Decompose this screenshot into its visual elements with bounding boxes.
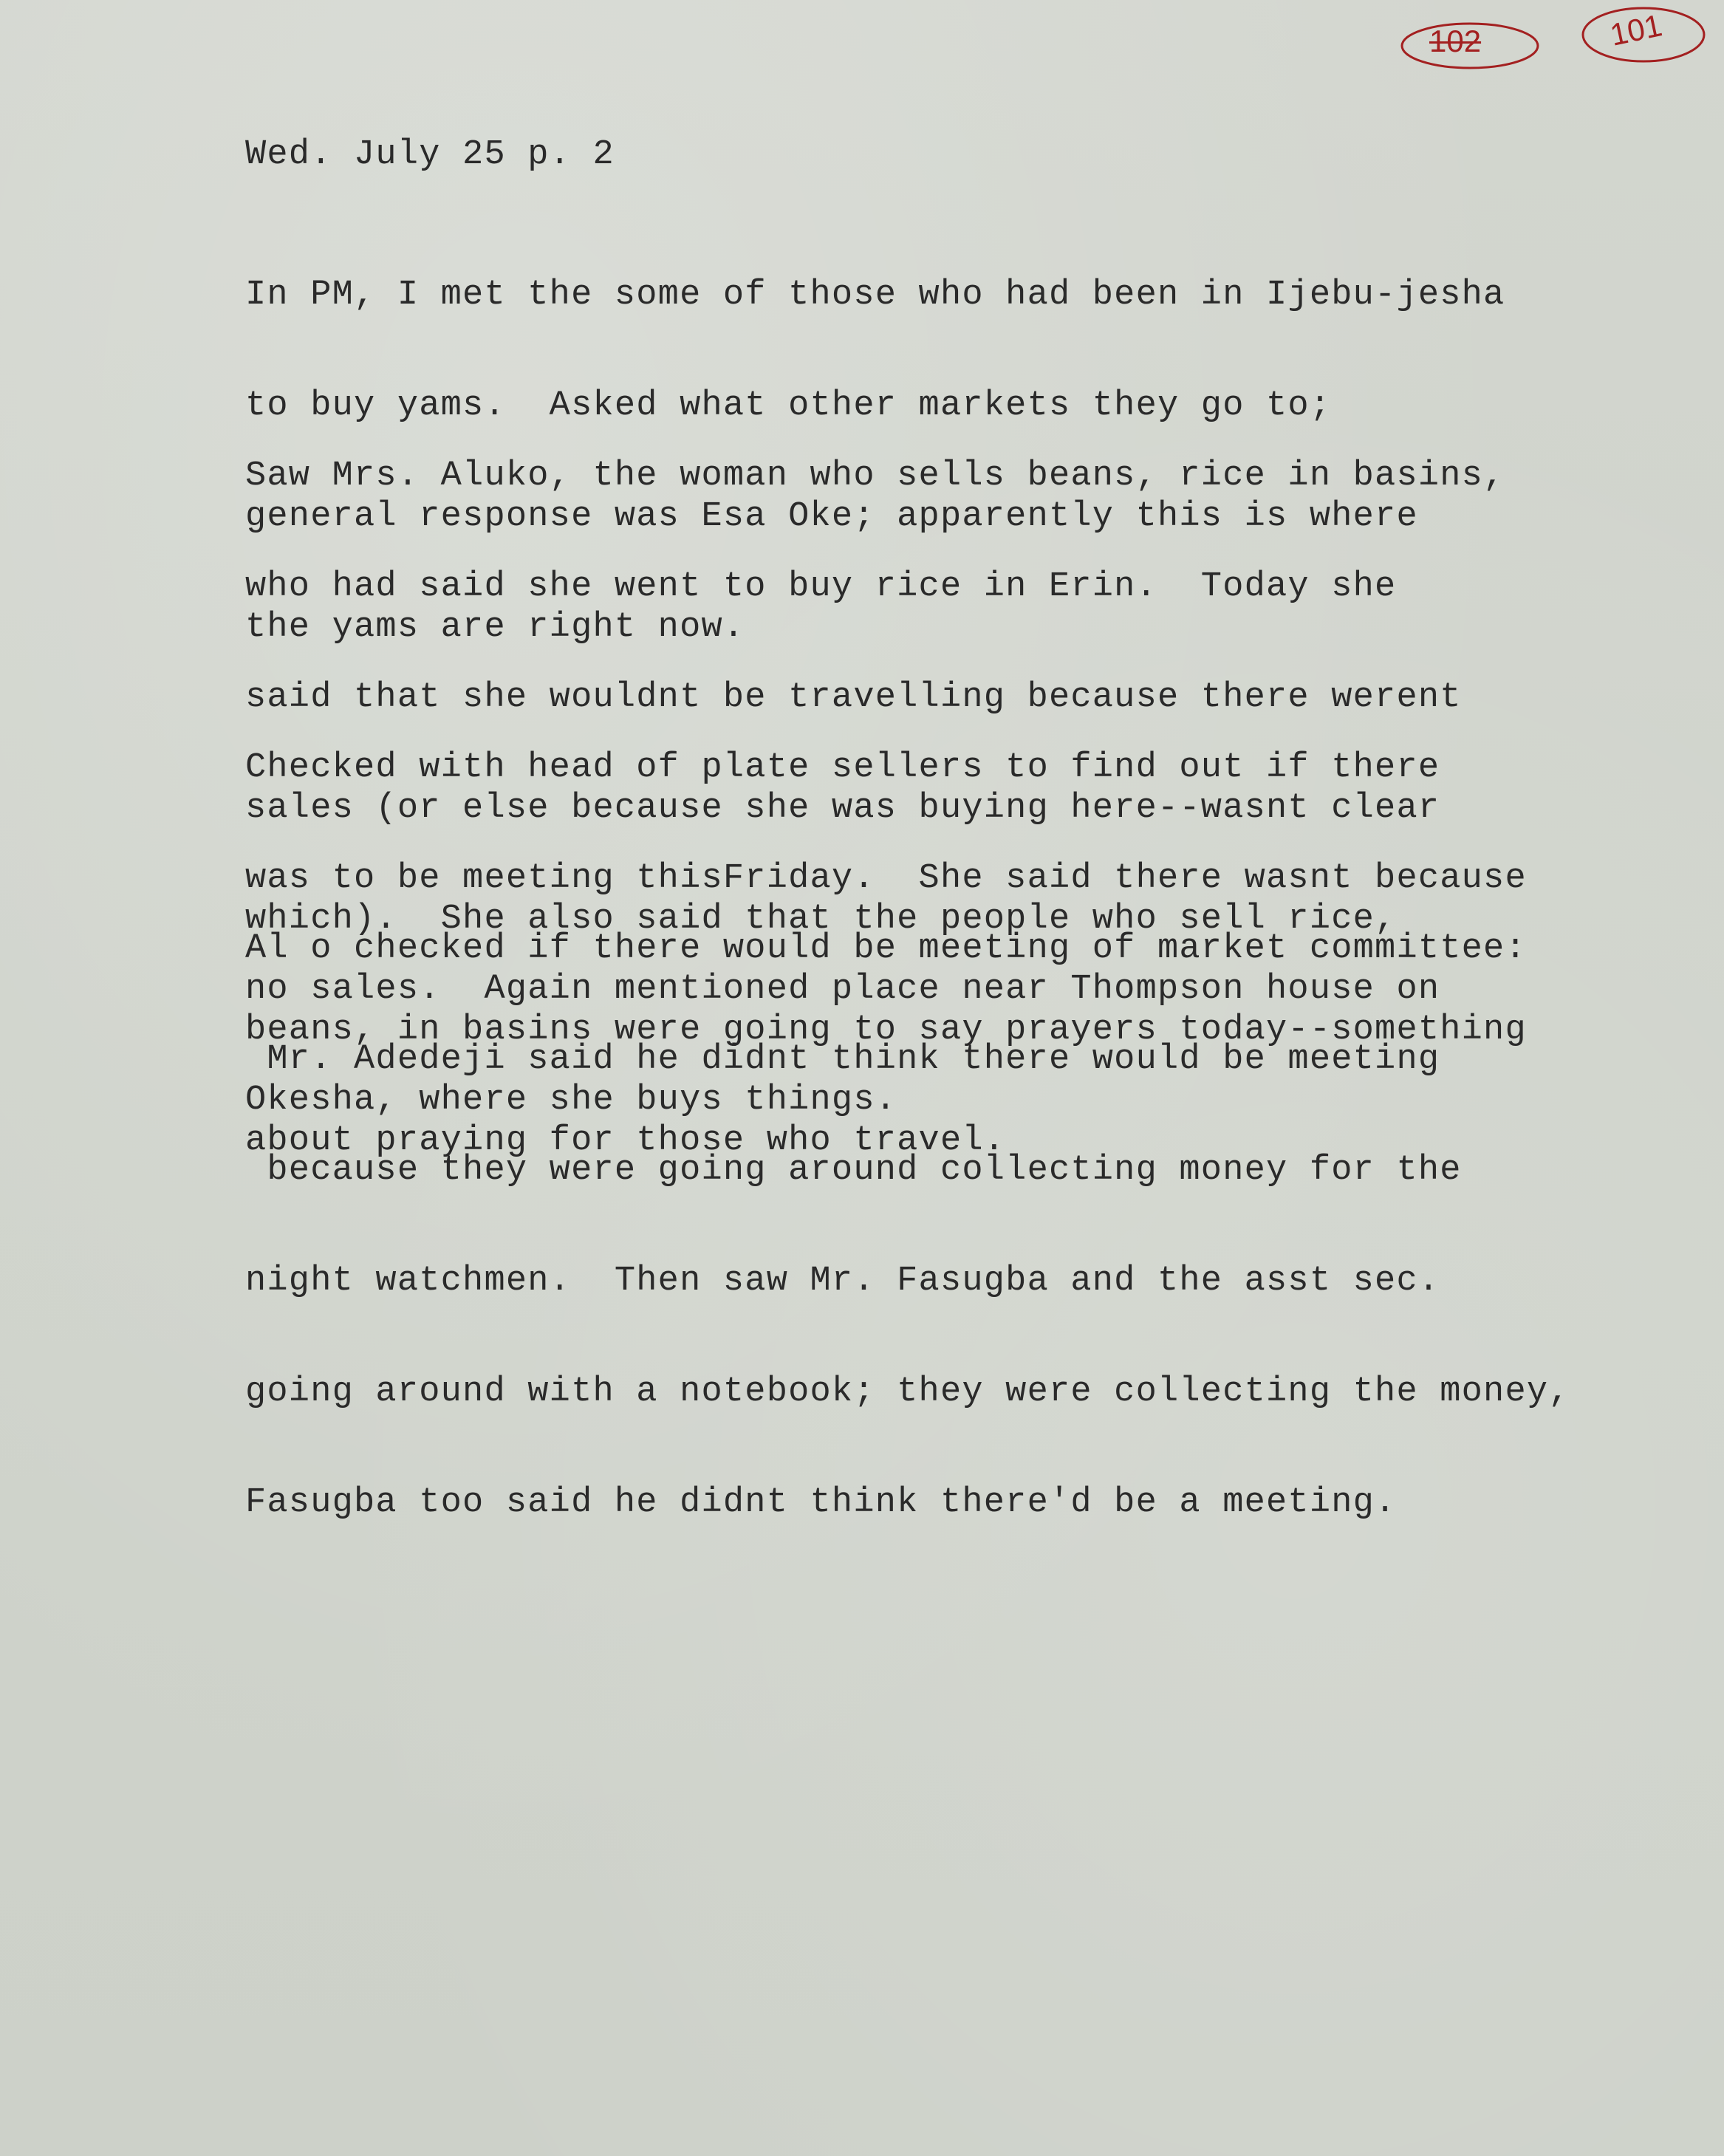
text-line: In PM, I met the some of those who had been in Ijebu-jesha <box>245 276 1505 315</box>
text-line: which). She also said that the people who sell rice, <box>245 900 1397 939</box>
text-line: Checked with head of plate sellers to find out if there <box>245 748 1440 787</box>
text-line: to buy yams. Asked what other markets they go to; <box>245 386 1332 425</box>
text-line: Okesha, where she buys things. <box>245 1081 897 1120</box>
text-line: beans, in basins were going to say prayers today--something <box>245 1010 1527 1050</box>
text-line: Al o checked if there would be meeting of market committee: <box>245 929 1527 968</box>
new-page-number: 101 <box>1607 7 1666 52</box>
text-line: the yams are right now. <box>245 608 745 647</box>
handwritten-page-number <box>1577 4 1710 66</box>
text-line: about praying for those who travel. <box>245 1121 1006 1160</box>
old-page-number: 102 <box>1429 24 1482 58</box>
text-line: night watchmen. Then saw Mr. Fasugba and the asst sec. <box>245 1262 1440 1301</box>
crossed-out-page-number <box>1396 16 1544 75</box>
paragraph <box>245 857 1570 1595</box>
text-line: general response was Esa Oke; apparently this is where <box>245 497 1418 536</box>
text-line: no sales. Again mentioned place near Thompson house on <box>245 970 1440 1009</box>
text-line: Saw Mrs. Aluko, the woman who sells beans, rice in basins, <box>245 456 1505 496</box>
text-line: Fasugba too said he didnt think there'd be a meeting. <box>245 1483 1397 1522</box>
text-line: was to be meeting thisFriday. She said there wasnt because <box>245 859 1527 898</box>
text-line: said that she wouldnt be travelling because there werent <box>245 678 1462 717</box>
text-line: sales (or else because she was buying here--wasnt clear <box>245 789 1440 828</box>
text-line: Mr. Adedeji said he didnt think there would be meeting <box>245 1040 1440 1079</box>
text-line: who had said she went to buy rice in Erin. Today she <box>245 567 1397 606</box>
text-line: because they were going around collecting money for the <box>245 1151 1462 1190</box>
page-heading: Wed. July 25 p. 2 <box>245 135 615 174</box>
text-line: going around with a notebook; they were collecting the money, <box>245 1372 1570 1411</box>
